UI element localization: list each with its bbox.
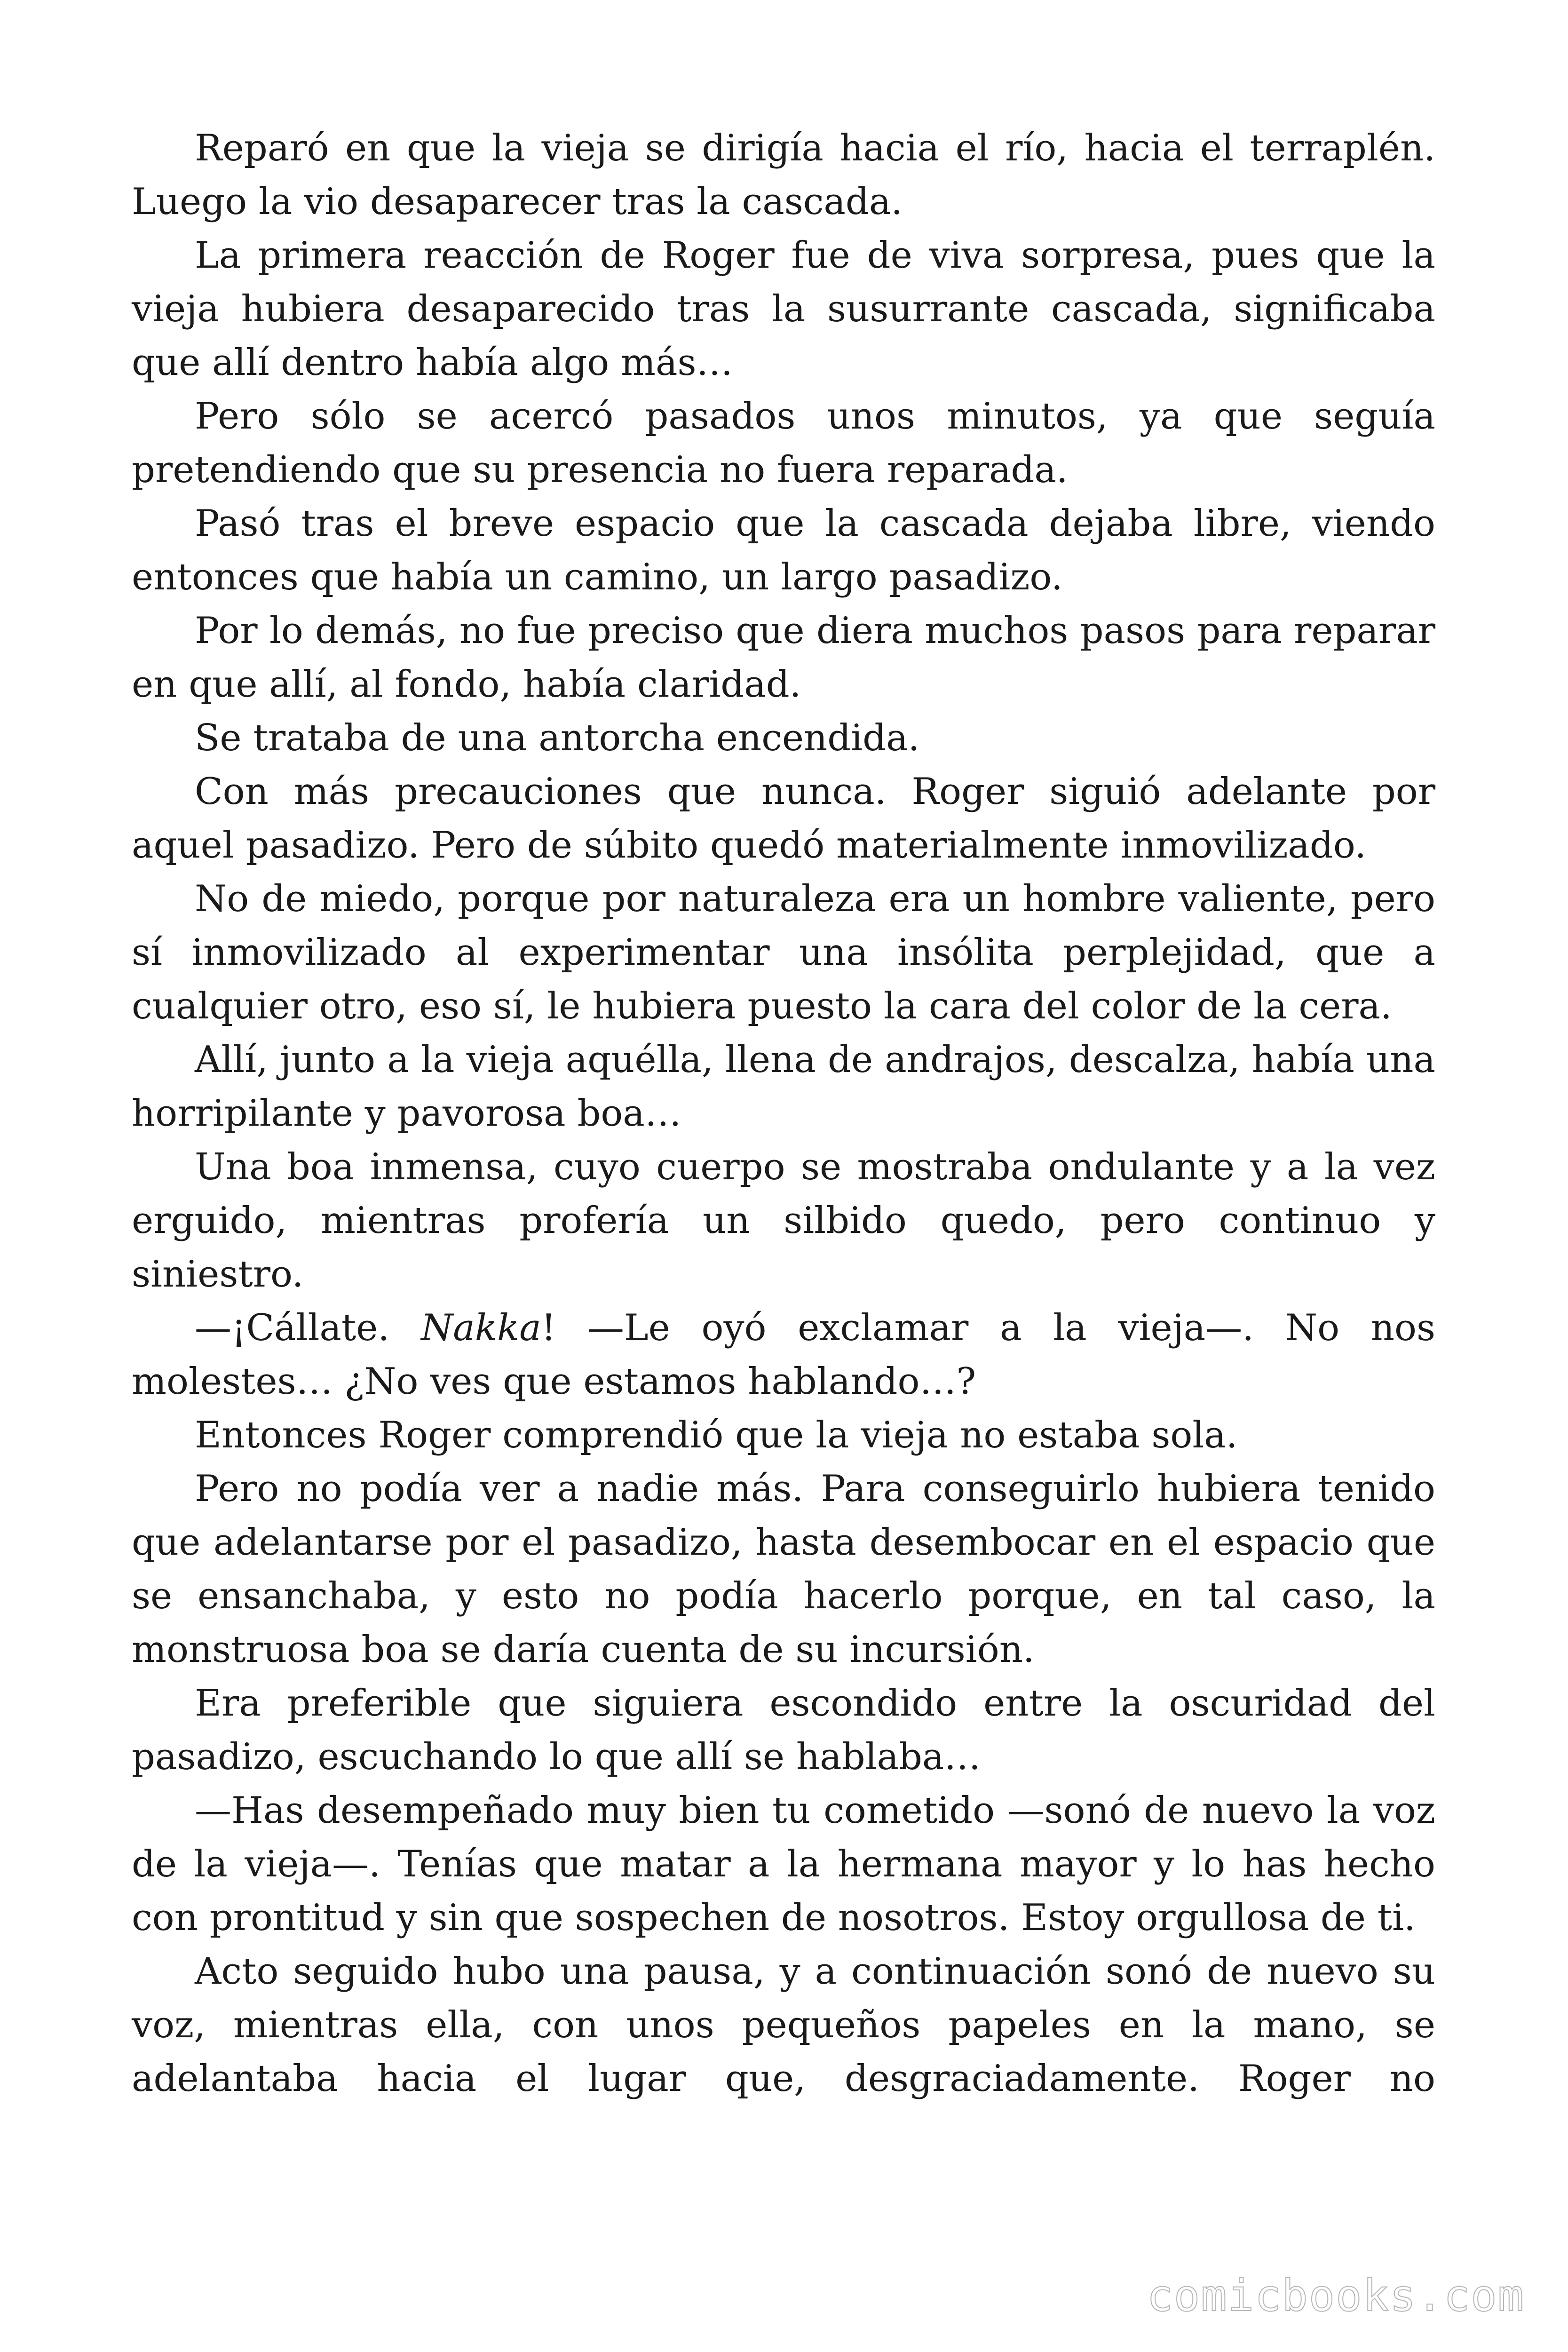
paragraph-15: —Has desempeñado muy bien tu cometido —sonó de nuevo la voz de la vieja—. Tenías que matar a la hermana mayor y lo has hecho con prontitud y sin que sospechen de nosotros. Estoy orgullosa de ti. — [132, 1789, 1435, 1939]
paragraph-10: Una boa inmensa, cuyo cuerpo se mostraba ondulante y a la vez erguido, mientras profería un silbido quedo, pero continuo y siniestro. — [132, 1146, 1435, 1295]
paragraph-1: Reparó en que la vieja se dirigía hacia el río, hacia el terraplén. Luego la vio desaparecer tras la cascada. — [132, 127, 1435, 223]
name-nakka: Nakka — [420, 1307, 541, 1349]
body-text — [132, 121, 1435, 2106]
paragraph-2: La primera reacción de Roger fue de viva sorpresa, pues que la vieja hubiera desaparecido tras la susurrante cascada, significaba que allí dentro había algo más… — [132, 234, 1435, 384]
paragraph-4: Pasó tras el breve espacio que la cascada dejaba libre, viendo entonces que había un camino, un largo pasadizo. — [132, 502, 1435, 598]
paragraph-13: Pero no podía ver a nadie más. Para conseguirlo hubiera tenido que adelantarse por el pasadizo, hasta desembocar en el espacio que se ensanchaba, y esto no podía hacerlo porque, en tal caso, la monstruosa boa se daría cuenta de su incursión. — [132, 1468, 1435, 1671]
dialogue-open: —¡Cállate. — [195, 1307, 421, 1349]
paragraph-6: Se trataba de una antorcha encendida. — [195, 717, 920, 759]
paragraph-8: No de miedo, porque por naturaleza era un hombre valiente, pero sí inmovilizado al experimentar una insólita perplejidad, que a cualquier otro, eso sí, le hubiera puesto la cara del color de la cera. — [132, 878, 1435, 1027]
paragraph-14: Era preferible que siguiera escondido entre la oscuridad del pasadizo, escuchando lo que allí se hablaba… — [132, 1682, 1435, 1778]
paragraph-11 — [132, 1301, 1435, 1408]
watermark: comicbooks.com — [1147, 2271, 1525, 2321]
paragraph-7: Con más precauciones que nunca. Roger siguió adelante por aquel pasadizo. Pero de súbito quedó materialmente inmovilizado. — [132, 771, 1435, 866]
paragraph-16: Acto seguido hubo una pausa, y a continuación sonó de nuevo su voz, mientras ella, con unos pequeños papeles en la mano, se adelantaba hacia el lugar que, desgraciadamente. Roger no — [132, 1950, 1435, 2100]
dialogue-rest: ! —Le oyó exclamar a la vieja—. No nos molestes… ¿No ves que estamos hablando…? — [132, 1307, 1435, 1403]
paragraph-12: Entonces Roger comprendió que la vieja no estaba sola. — [195, 1414, 1238, 1456]
paragraph-3: Pero sólo se acercó pasados unos minutos, ya que seguía pretendiendo que su presencia no fuera reparada. — [132, 395, 1435, 491]
paragraph-5: Por lo demás, no fue preciso que diera muchos pasos para reparar en que allí, al fondo, había claridad. — [132, 610, 1435, 706]
paragraph-9: Allí, junto a la vieja aquélla, llena de andrajos, descalza, había una horripilante y pavorosa boa… — [132, 1039, 1435, 1135]
